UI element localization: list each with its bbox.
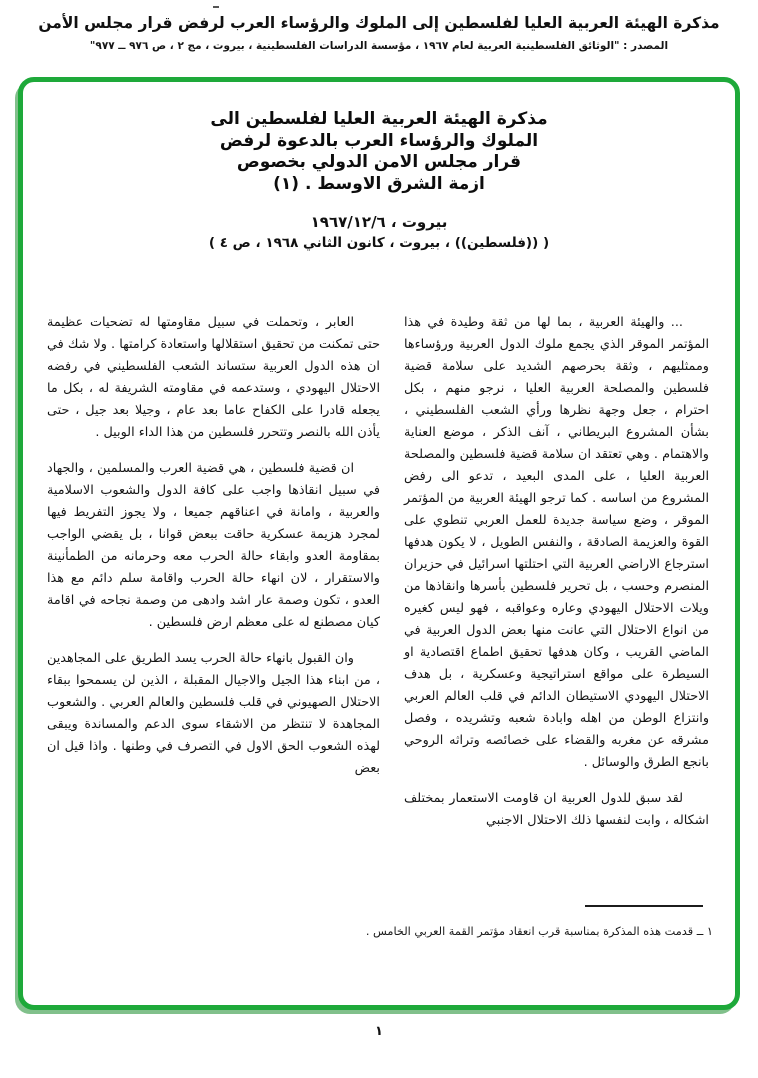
document-green-frame	[18, 77, 740, 1010]
paragraph: لقد سبق للدول العربية ان قاومت الاستعمار بمختلف اشكاله ، وابت لنفسها ذلك الاحتلال الاجنبي	[404, 791, 709, 828]
memo-dateline: بيروت ، ١٩٦٧/١٢/٦	[310, 213, 448, 231]
footnote-text: ١ ــ قدمت هذه المذكرة بمناسبة قرب انعقاد مؤتمر القمة العربي الخامس .	[365, 925, 713, 938]
paragraph: ان قضية فلسطين ، هي قضية العرب والمسلمين ، والجهاد في سبيل انقاذها واجب على كافة الدول والشعوب الاسلامية والعربية ، وامانة في اعناقهم جميعا ، ولا يجوز التفريط فيها لمجرد هزيمة عسكرية حاقت ببعض قوانا ، بل يقضي الواجب بمقاومة العدو وابقاء حالة الحرب معه وحرمانه من الطمأنينة والاستقرار ، لان انهاء حالة الحرب واقامة سلم دائم مع هذا العدو ، تكون وصمة عار اشد وادهى من وصمة نجاحه في اقامة كيان مصطنع له على معظم ارض فلسطين .	[47, 461, 380, 630]
memo-body-columns	[47, 312, 709, 832]
memo-title-block	[23, 109, 735, 195]
column-right	[404, 312, 709, 832]
footnote-divider	[585, 905, 703, 907]
header-source-line: المصدر : "الوثائق الفلسطينية العربية لعام ١٩٦٧ ، مؤسسة الدراسات الفلسطينية ، بيروت ، مج ٢ ، ص ٩٧٦ ــ ٩٧٧"	[89, 40, 669, 52]
memo-title-line-2: الملوك والرؤساء العرب بالدعوة لرفض	[219, 130, 539, 151]
paragraph: ... والهيئة العربية ، بما لها من ثقة وطيدة في هذا المؤتمر الموقر الذي يجمع ملوك الدول العربية ورؤساءها وممثليهم ، وثقة بحرصهم الشديد على سلامة قضية فلسطين والمصلحة العربية العليا ، نرجو منهم ، بكل احترام ، جعل وجهة نظرها ورأي الشعب الفلسطيني ، بشأن المشروع البريطاني ، آنف الذكر ، موضع العناية والاهتمام . وهي تعتقد ان سلامة قضية فلسطين والمصلحة العربية العليا ، على المدى البعيد ، تدعو الى رفض المشروع من اساسه . كما ترجو الهيئة العربية من المؤتمر الموقر ، وضع سياسة جديدة للعمل العربي تنطوي على القوة والعزيمة الصادقة ، والنفس الطويل ، لا يكون هدفها استرجاع الاراضي العربية التي احتلتها اسرائيل في حزيران المنصرم وحسب ، بل تحرير فلسطين بأسرها وانقاذها من ويلات الاحتلال اليهودي وعاره وعواقبه ، فهو ليس كغيره من انواع الاحتلال التي عانت منها بعض الدول العربية في الماضي القريب ، وكان هدفها تحقيق اطماع اقتصادية او السيطرة على مواقع استراتيجية وعسكرية ، بل هدف الاحتلال اليهودي الاستيطان الدائم في قلب العالم العربي وانتزاع الوطن من اهله وابادة شعبه وتشريده ، وفصل مشرقه عن مغربه والقضاء على خصائصه وتراثه الروحي بانجع الطرق والوسائل .	[404, 315, 709, 770]
memo-title-line-3: قرار مجلس الامن الدولي بخصوص	[236, 152, 522, 172]
paragraph: وان القبول بانهاء حالة الحرب يسد الطريق على المجاهدين ، من ابناء هذا الجيل والاجيال المقبلة ، الذين لن يسمحوا ببقاء الاحتلال الصهيوني في قلب فلسطين والعالم العربي . والشعوب المجاهدة لا تنتظر من الاشقاء سوى الدعم والمساندة ويبقى لهذه الشعوب الحق الاول في التصرف في وطنها . واذا قيل ان بعض	[47, 651, 380, 776]
page-number: ١	[375, 1024, 383, 1039]
scan-artifact-mark	[213, 6, 219, 8]
paragraph: العابر ، وتحملت في سبيل مقاومتها له تضحيات عظيمة حتى تمكنت من تحقيق استقلالها واستعادة كرامتها . ولا شك في ان هذه الدول العربية ستساند الشعب الفلسطيني في رفضه الاحتلال اليهودي ، وستدعمه في مقاومته الشريفة له ، بكل ما يجعله قادرا على الكفاح عاما بعد عام ، وجيلا بعد جيل ، حتى يأذن الله بالنصر وتتحرر فلسطين من هذا الداء الوبيل .	[47, 315, 380, 440]
page-header	[0, 12, 758, 52]
memo-citation: ( ((فلسطين)) ، بيروت ، كانون الثاني ١٩٦٨ ، ص ٤ )	[208, 235, 550, 251]
header-title: مذكرة الهيئة العربية العليا لفلسطين إلى الملوك والرؤساء العرب لرفض قرار مجلس الأمن	[38, 14, 720, 32]
column-left	[47, 312, 380, 832]
memo-title-line-4: ازمة الشرق الاوسط . (١)	[273, 173, 485, 194]
memo-title-line-1: مذكرة الهيئة العربية العليا لفلسطين الى	[210, 109, 548, 129]
